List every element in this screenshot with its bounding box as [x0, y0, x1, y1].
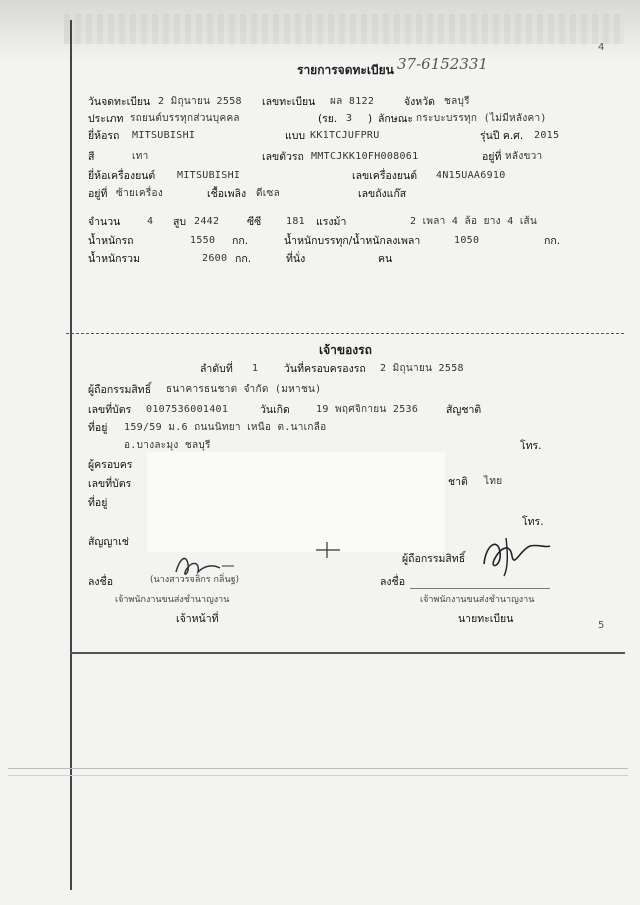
seat-unit: คน — [378, 253, 393, 265]
cc-value: 2442 — [194, 216, 220, 227]
hp-value: 181 — [286, 216, 305, 227]
character-label: ลักษณะ — [378, 113, 414, 125]
holder-signature-label: ผู้ถือกรรมสิทธิ์ — [402, 553, 466, 565]
engine-no-value: 4N15UAA6910 — [436, 170, 506, 181]
faded-header-text — [64, 14, 624, 44]
tel-2-label: โทร. — [522, 516, 544, 528]
redaction-box — [147, 452, 445, 552]
load-unit: กก. — [544, 235, 561, 247]
axle-value: 2 เพลา 4 ล้อ ยาง 4 เส้น — [410, 216, 538, 227]
cylinder-label: จำนวน — [88, 216, 121, 228]
reg-no-value: ผล 8122 — [330, 96, 375, 107]
scan-line-2 — [8, 775, 628, 776]
total-weight-label: น้ำหนักรวม — [88, 253, 140, 265]
address-line-1: 159/59 ม.6 ถนนนิทยา เหนือ ต.นาเกลือ — [124, 422, 327, 433]
type-label: ประเภท — [88, 113, 124, 125]
load-label: น้ำหนักบรรทุก/น้ำหนักลงเพลา — [284, 235, 421, 247]
id-2-label: เลขที่บัตร — [88, 478, 132, 490]
color-value: เทา — [132, 151, 149, 162]
page-number-top: 4 — [598, 42, 605, 53]
possessor-label: ผู้ครอบคร — [88, 459, 133, 471]
cylinder-value: 4 — [147, 216, 154, 227]
holder-label: ผู้ถือกรรมสิทธิ์ — [88, 384, 152, 396]
id-value: 0107536001401 — [146, 404, 229, 415]
address-label: ที่อยู่ — [88, 422, 108, 434]
brand-label: ยี่ห้อรถ — [88, 130, 120, 142]
province-label: จังหวัด — [404, 96, 435, 108]
registrar-position: เจ้าพนักงานขนส่งชำนาญงาน — [420, 595, 535, 605]
tel-label: โทร. — [520, 440, 542, 452]
nationality-2-label: ชาติ — [448, 476, 468, 488]
province-value: ชลบุรี — [444, 96, 470, 107]
fuel-value: ดีเซล — [256, 188, 281, 199]
gas-tank-label: เลขถังแก๊ส — [358, 188, 407, 200]
possess-date-label: วันที่ครอบครองรถ — [284, 363, 366, 375]
nationality-label: สัญชาติ — [446, 404, 482, 416]
owner-title: เจ้าของรถ — [319, 343, 372, 357]
cross-mark — [312, 540, 342, 560]
engine-location-value: ซ้ายเครื่อง — [116, 188, 164, 199]
rs-close: ) — [368, 113, 373, 125]
id-label: เลขที่บัตร — [88, 404, 132, 416]
load-value: 1050 — [454, 235, 480, 246]
officer-name: (นางสาวรจลิกร กลิ่นฐ) — [150, 575, 240, 585]
sign-label-left: ลงชื่อ — [88, 576, 113, 588]
reg-no-label: เลขทะเบียน — [262, 96, 316, 108]
engine-no-label: เลขเครื่องยนต์ — [352, 170, 418, 182]
birth-label: วันเกิด — [260, 404, 290, 416]
registrar-title: นายทะเบียน — [458, 613, 514, 625]
sign-label-right: ลงชื่อ — [380, 576, 405, 588]
possess-date-value: 2 มิถุนายน 2558 — [380, 363, 464, 374]
chassis-value: MMTCJKK10FH008061 — [311, 151, 419, 162]
chassis-location-value: หลังขวา — [505, 151, 543, 162]
color-label: สี — [88, 151, 95, 163]
year-value: 2015 — [534, 130, 560, 141]
weight-label: น้ำหนักรถ — [88, 235, 134, 247]
engine-location-label: อยู่ที่ — [88, 188, 108, 200]
birth-value: 19 พฤศจิกายน 2536 — [316, 404, 419, 415]
rs-value: 3 — [346, 113, 353, 124]
model-value: KK1TCJUFPRU — [310, 130, 380, 141]
fuel-label: เชื้อเพลิง — [207, 188, 247, 200]
year-label: รุ่นปี ค.ศ. — [480, 130, 524, 142]
order-label: ลำดับที่ — [200, 363, 233, 375]
page-number-bottom: 5 — [598, 620, 605, 631]
date-value: 2 มิถุนายน 2558 — [158, 96, 242, 107]
hp-label: แรงม้า — [316, 216, 347, 228]
nationality-2-value: ไทย — [484, 476, 503, 487]
section-divider — [66, 333, 624, 334]
address-2-label: ที่อยู่ — [88, 497, 108, 509]
total-weight-value: 2600 — [202, 253, 228, 264]
engine-brand-value: MITSUBISHI — [177, 170, 241, 181]
handwritten-number: 37-6152331 — [397, 55, 488, 73]
address-line-2: อ.บางละมุง ชลบุรี — [124, 440, 211, 451]
character-value: กระบะบรรทุก (ไม่มีหลังคา) — [416, 113, 547, 124]
registration-title: รายการจดทะเบียน — [297, 63, 394, 77]
type-value: รถยนต์บรรทุกส่วนบุคคล — [130, 113, 240, 124]
registrar-sign-line — [410, 588, 550, 589]
cc-label: ซีซี — [247, 216, 262, 228]
seat-label: ที่นั่ง — [286, 253, 306, 265]
weight-value: 1550 — [190, 235, 216, 246]
brand-value: MITSUBISHI — [132, 130, 196, 141]
holder-value: ธนาคารธนชาต จำกัด (มหาชน) — [166, 384, 322, 395]
officer-title: เจ้าหน้าที่ — [176, 613, 219, 625]
contract-label: สัญญาเช่ — [88, 536, 129, 548]
cylinder-unit: สูบ — [173, 216, 187, 228]
total-weight-unit: กก. — [235, 253, 252, 265]
chassis-label: เลขตัวรถ — [262, 151, 304, 163]
bottom-border-line — [70, 652, 625, 654]
model-label: แบบ — [285, 130, 306, 142]
chassis-location-label: อยู่ที่ — [482, 151, 502, 163]
left-border-line — [70, 20, 72, 890]
rs-label: (รย. — [318, 113, 338, 125]
date-label: วันจดทะเบียน — [88, 96, 151, 108]
engine-brand-label: ยี่ห้อเครื่องยนต์ — [88, 170, 156, 182]
registrar-signature — [470, 534, 554, 578]
officer-position: เจ้าพนักงานขนส่งชำนาญงาน — [115, 595, 230, 605]
weight-unit: กก. — [232, 235, 249, 247]
order-value: 1 — [252, 363, 259, 374]
scan-line-1 — [8, 768, 628, 769]
